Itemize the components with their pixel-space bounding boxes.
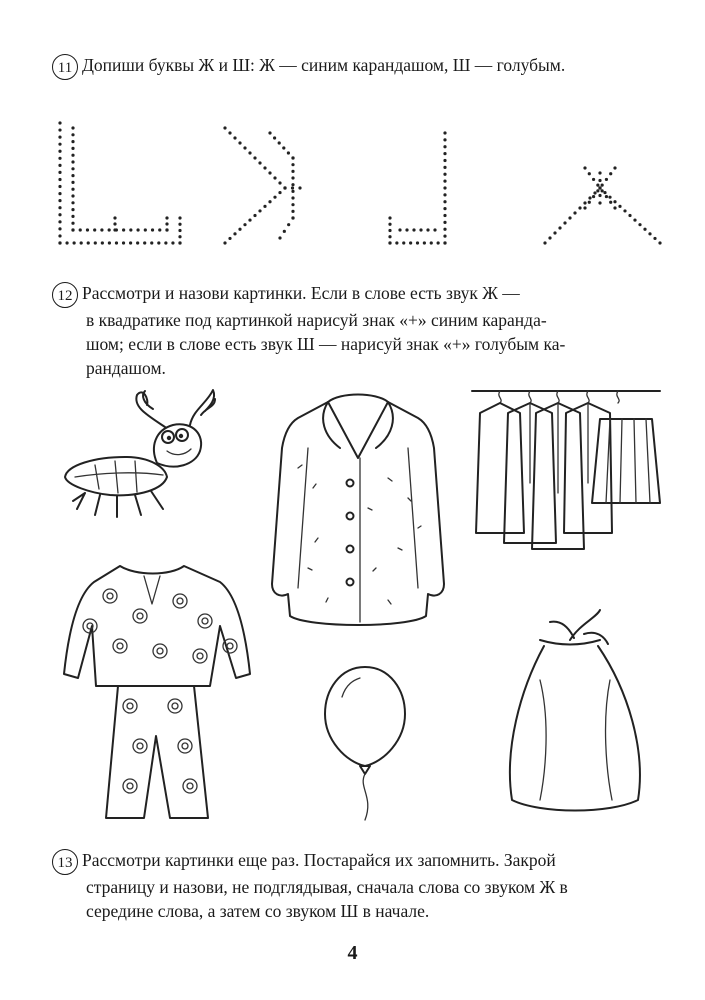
task-13-line-2: страницу и назови, не подглядывая, сначала слова со звуком Ж в [86,877,568,897]
beetle-picture [55,385,215,530]
task-12-line-1: Рассмотри и назови картинки. Если в слове есть звук Ж — [82,283,520,303]
fur-coat-picture [268,388,448,638]
task-13 [52,848,665,923]
sack-picture [500,600,650,820]
task-12-line-2: в квадратике под картинкой нарисуй знак «+» синим каранда- [86,310,547,330]
dotted-letters [55,118,675,253]
clothes-rack-picture [460,383,665,563]
balloon-picture [320,662,410,822]
task-13-line-3: середине слова, а затем со звуком Ш в начале. [86,901,430,921]
page-number: 4 [347,942,358,964]
task-12-line-3: шом; если в слове есть звук Ш — нарисуй знак «+» голубым ка- [86,334,566,354]
task-11 [52,53,665,80]
task-number-13: 13 [52,849,78,875]
pajamas-picture [60,556,255,821]
task-number-11: 11 [52,54,78,80]
task-11-text: Допиши буквы Ж и Ш: Ж — синим карандашом, Ш — голубым. [82,55,566,75]
task-13-line-1: Рассмотри картинки еще раз. Постарайся их запомнить. Закрой [82,850,556,870]
task-12-line-4: рандашом. [86,358,166,378]
task-12 [52,281,665,380]
task-number-12: 12 [52,282,78,308]
